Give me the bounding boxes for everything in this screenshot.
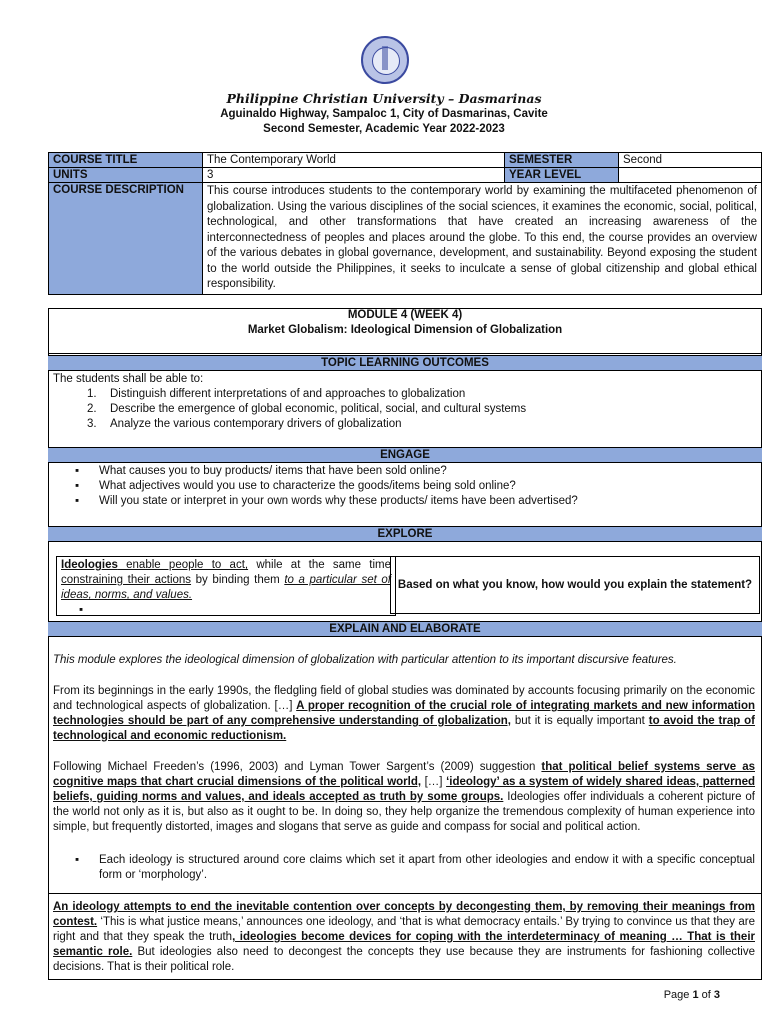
ideologies-term: Ideologies bbox=[61, 559, 118, 571]
page-footer: Page 1 of 3 bbox=[663, 989, 720, 1001]
course-description-value: This course introduces students to the contemporary world by examining the multifaceted phenomenon of globalization. Using the various disciplines of the social sciences, it examines the economic, social, political, technological, and other transformations that have created an increasing awareness of the interconnectedness of peoples and places around the globe. To this end, the course provides an overview of the various debates in global governance, development, and sustainability. Beyond exposing the student to the world outside the Philippines, it seeks to inculcate a sense of global citizenship and global ethical responsibility. bbox=[203, 183, 762, 295]
divider bbox=[48, 353, 762, 354]
explain-bullet: Each ideology is structured around core claims which set it apart from other ideologies and endow it with a specific conceptual form or ‘morphology’. bbox=[99, 854, 755, 881]
explain-paragraph-3: An ideology attempts to end the inevitable contention over concepts by decongesting them, by removing their meanings from contest. ‘This is what justice means,’ announces one ideology, and ‘that is what democracy entails.’ By trying to convince us that they are right and that they speak the truth, ideologies become devices for coping with the interdeterminacy of meaning … That is their semantic role. But ideologies also need to decongest the concepts they use because they are instruments for fashioning collective decisions. That is their political role. bbox=[53, 901, 755, 973]
outcome-item-2: Describe the emergence of global economic, political, social, and cultural systems bbox=[110, 403, 527, 415]
units-value: 3 bbox=[203, 168, 505, 183]
university-seal-logo bbox=[361, 36, 409, 84]
bullet-icon: ▪ bbox=[75, 480, 80, 492]
explain-intro: This module explores the ideological dimension of globalization with particular attention to its important discursive features. bbox=[53, 654, 677, 666]
explore-prompt: Based on what you know, how would you explain the statement? bbox=[390, 556, 760, 614]
bullet-icon: ▪ bbox=[75, 495, 80, 507]
module-subtitle: Market Globalism: Ideological Dimension of Globalization bbox=[247, 324, 563, 336]
outcomes-intro: The students shall be able to: bbox=[53, 373, 204, 385]
outcome-number-2: 2. bbox=[87, 403, 97, 415]
explain-paragraph-1: From its beginnings in the early 1990s, the fledgling field of global studies was dominated by accounts focusing primarily on the economic and technological aspects of globalization. […] A proper recognition of the crucial role of integrating markets and new information technologies should be part of any comprehensive understanding of globalization, but it is equally important to avoid the trap of technological and economic reductionism. bbox=[53, 685, 756, 742]
semester-label: SEMESTER bbox=[505, 153, 619, 168]
bullet-icon: ▪ bbox=[75, 465, 80, 477]
engage-item-3: Will you state or interpret in your own words why these products/ items have been advertised? bbox=[99, 495, 578, 507]
bullet-icon: ▪ bbox=[75, 854, 80, 866]
divider bbox=[48, 893, 762, 894]
outcome-number-3: 3. bbox=[87, 418, 97, 430]
year-level-label: YEAR LEVEL bbox=[505, 168, 619, 183]
module-title: MODULE 4 (WEEK 4) bbox=[347, 309, 463, 321]
course-info-table bbox=[48, 152, 762, 295]
explore-heading: EXPLORE bbox=[48, 526, 762, 542]
outcome-item-1: Distinguish different interpretations of and approaches to globalization bbox=[110, 388, 466, 400]
outcome-item-3: Analyze the various contemporary drivers of globalization bbox=[110, 418, 402, 430]
university-name: Philippine Christian University – Dasmarinas bbox=[226, 91, 542, 106]
course-title-label: COURSE TITLE bbox=[49, 153, 203, 168]
semester-value: Second bbox=[619, 153, 762, 168]
engage-item-2: What adjectives would you use to characterize the goods/items being sold online? bbox=[99, 480, 516, 492]
bullet-icon: ▪ bbox=[79, 604, 84, 616]
outcomes-heading: TOPIC LEARNING OUTCOMES bbox=[48, 355, 762, 371]
course-title-value: The Contemporary World bbox=[203, 153, 505, 168]
year-level-value bbox=[619, 168, 762, 183]
explain-heading: EXPLAIN AND ELABORATE bbox=[48, 621, 762, 637]
semester-line: Second Semester, Academic Year 2022-2023 bbox=[263, 123, 505, 135]
university-address: Aguinaldo Highway, Sampaloc 1, City of Dasmarinas, Cavite bbox=[220, 108, 548, 120]
outcome-number-1: 1. bbox=[87, 388, 97, 400]
units-label: UNITS bbox=[49, 168, 203, 183]
course-description-label: COURSE DESCRIPTION bbox=[49, 183, 203, 295]
ideology-statement-box: Ideologies enable people to act, while at the same time constraining their actions by binding them to a particular set of ideas, norms, and values. ▪ bbox=[56, 556, 396, 616]
explain-paragraph-2: Following Michael Freeden’s (1996, 2003) and Lyman Tower Sargent’s (2009) suggestion that political belief systems serve as cognitive maps that chart crucial dimensions of the political world, […] ‘ideology’ as a system of widely shared ideas, patterned beliefs, guiding norms and values, and ideals accepted as truth by some groups. Ideologies offer individuals a coherent picture of the world not only as it is, but also as it ought to be. In doing so, they help organize the tremendous complexity of human experience into simple, but frequently distorted, images and slogans that serve as guide and compass for social and political action. bbox=[53, 761, 756, 833]
engage-heading: ENGAGE bbox=[48, 447, 762, 463]
engage-item-1: What causes you to buy products/ items that have been sold online? bbox=[99, 465, 447, 477]
